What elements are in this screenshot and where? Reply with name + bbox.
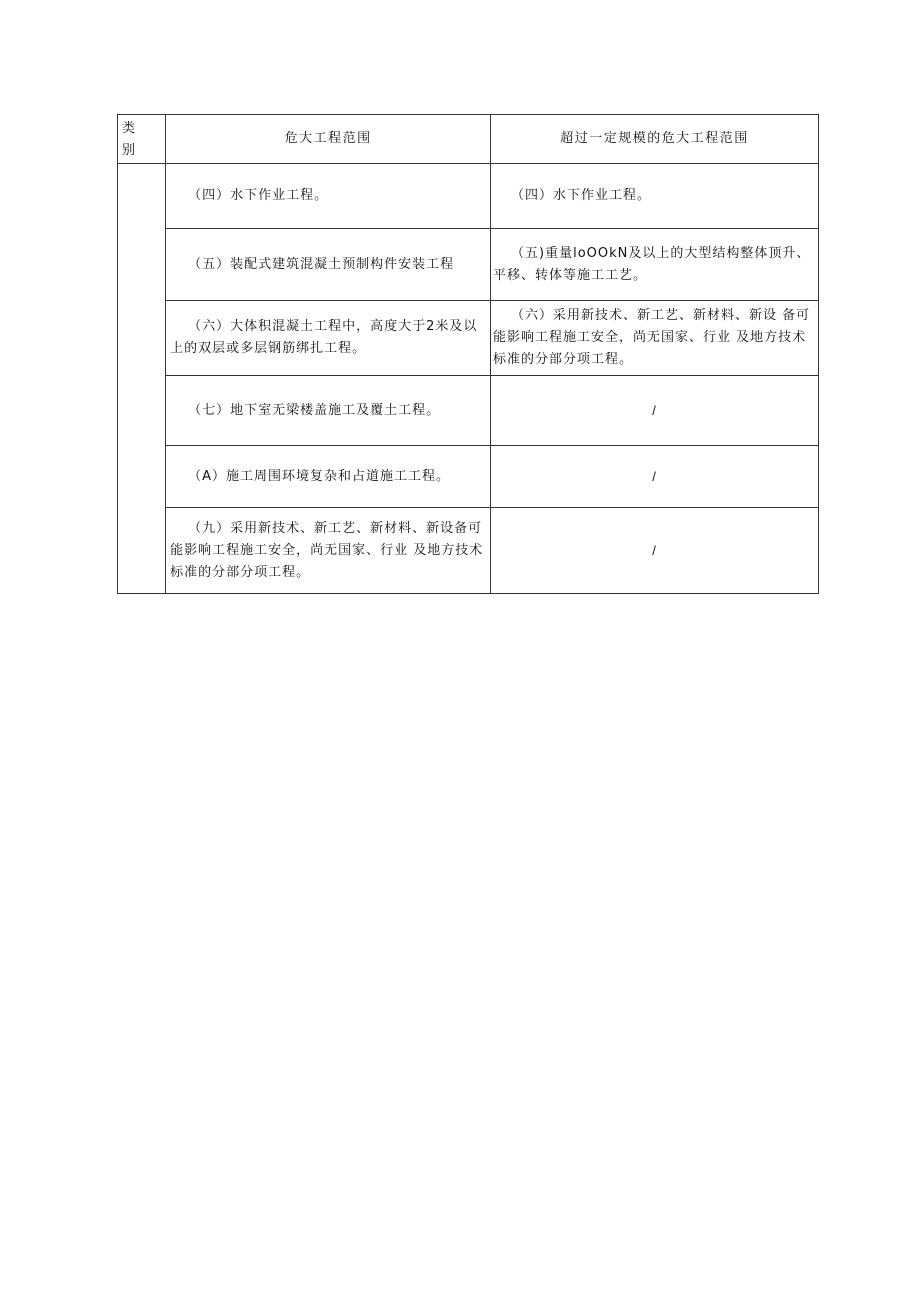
large-hazard-scope-cell: /: [491, 508, 819, 594]
hazard-scope-cell: [166, 508, 491, 594]
hazard-scope-text: （七）地下室无梁楼盖施工及覆土工程。: [188, 402, 441, 418]
hazard-scope-cell: [166, 229, 491, 301]
large-hazard-scope-cell: [491, 229, 819, 301]
large-hazard-scope-cell: /: [491, 446, 819, 508]
table-row: [118, 164, 819, 229]
hazard-scope-cell: [166, 301, 491, 376]
hazard-scope-table: [117, 114, 819, 594]
large-hazard-scope-text: （四）水下作业工程。: [511, 188, 652, 203]
hazard-scope-text: （四）水下作业工程。: [188, 188, 329, 203]
large-hazard-scope-text: （六）采用新技术、新工艺、新材料、新设 备可能影响工程施工安全，尚无国家、行业 及地方技术标准的分部分项工程。: [493, 308, 811, 367]
hazard-scope-text: （五）装配式建筑混凝土预制构件安装工程: [188, 256, 455, 272]
large-hazard-scope-cell: [491, 301, 819, 376]
header-hazard-scope: 危大工程范围: [166, 115, 491, 164]
hazard-scope-text: （九）采用新技术、新工艺、新材料、新设备可能影响工程施工安全，尚无国家、行业 及地方技术标准的分部分项工程。: [170, 520, 484, 580]
header-category: 类 别: [118, 115, 166, 164]
header-large-hazard-scope: 超过一定规模的危大工程范围: [491, 115, 819, 164]
table-row: [118, 446, 819, 508]
hazard-scope-cell: [166, 446, 491, 508]
hazard-scope-text: （A）施工周围环境复杂和占道施工工程。: [188, 468, 451, 484]
large-hazard-scope-cell: /: [491, 376, 819, 446]
large-hazard-scope-text: （五)重量loOOkN及以上的大型结构整体顶升、平移、转体等施工工艺。: [493, 245, 811, 283]
hazard-scope-text: （六）大体积混凝土工程中，高度大于2米及以上的双层或多层钢筋绑扎工程。: [170, 319, 478, 356]
large-hazard-scope-cell: [491, 164, 819, 229]
table-row: [118, 301, 819, 376]
table-row: [118, 229, 819, 301]
hazard-scope-cell: [166, 164, 491, 229]
table-header-row: [118, 115, 819, 164]
hazard-scope-cell: [166, 376, 491, 446]
table-row: [118, 376, 819, 446]
table-row: [118, 508, 819, 594]
category-cell: [118, 164, 166, 594]
